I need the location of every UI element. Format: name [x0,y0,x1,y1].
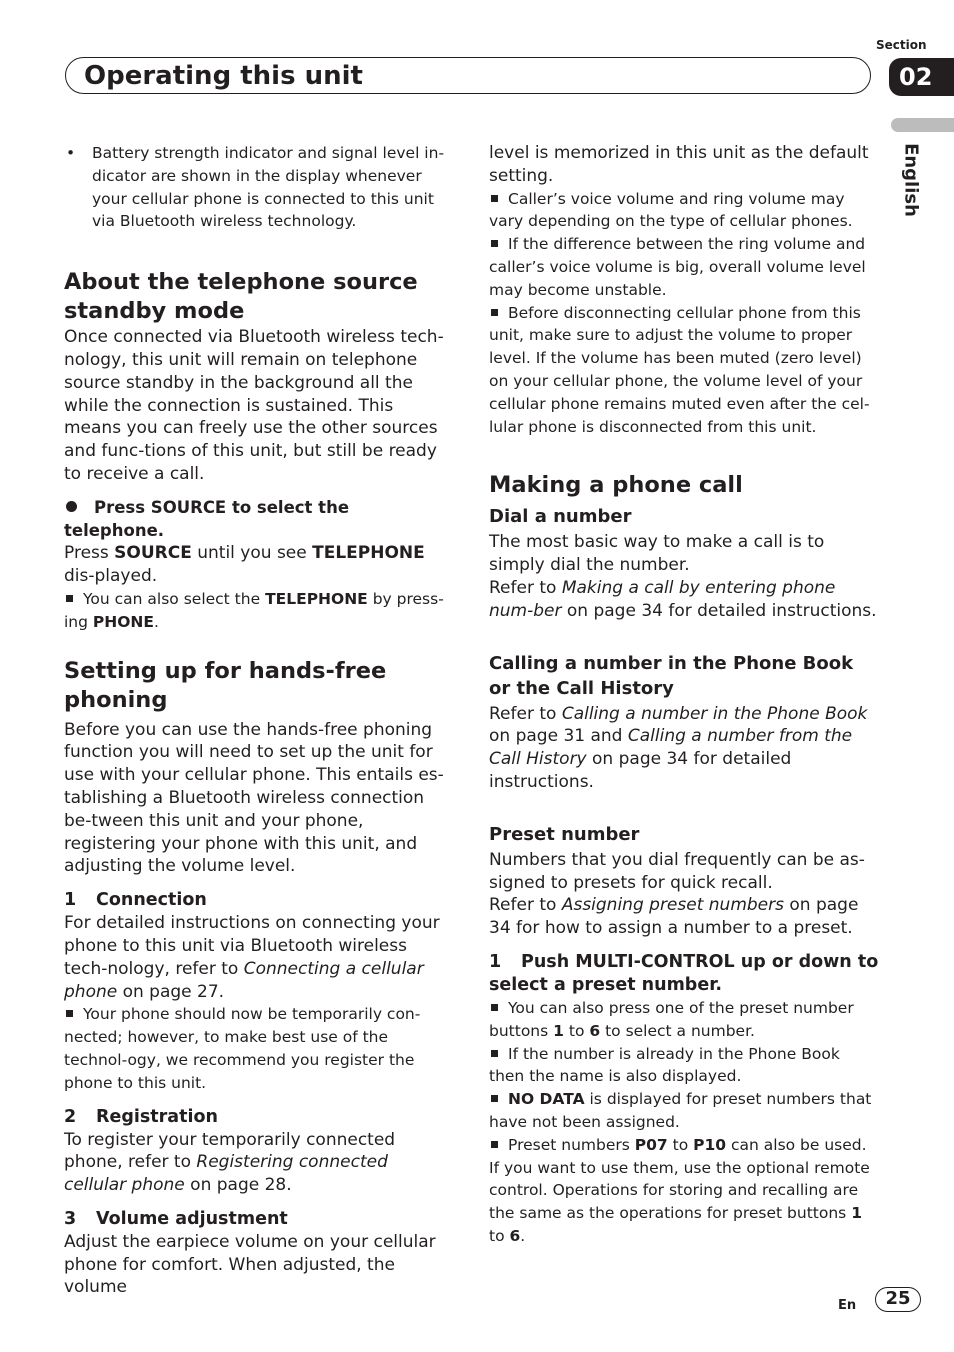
page-title: Operating this unit [84,61,363,91]
note-square-icon [491,1004,498,1011]
right-column [489,142,879,1248]
connection-text: For detailed instructions on connecting your phone to this unit via Bluetooth wireless tech-nology, refer to Connecting a cellular phone on page 27. [64,913,440,1002]
phone-book-text: Refer to Calling a number in the Phone Book on page 31 and Calling a number from the Call History on page 34 for detailed instructions. [489,703,868,792]
step-connection-heading: 1 Connection [64,890,207,911]
note-square-icon [491,1095,498,1102]
registration-text: To register your temporarily connected phone, refer to Registering connected cellular phone on page 28. [64,1129,396,1196]
note-square-icon [66,1010,73,1017]
preset-text-2: Refer to Assigning preset numbers on page 34 for how to assign a number to a preset. [489,895,859,939]
standby-heading-line1: About the telephone source [64,269,418,296]
language-tab [891,118,954,132]
standby-paragraph: Once connected via Bluetooth wireless tech-nology, this unit will remain on telephone source standby in the background all the while the connection is sustained. This means you can freely use the other sources and func-tions of this unit, but still be ready to receive a call. [64,327,444,484]
left-column [64,142,454,1299]
connection-note: Your phone should now be temporarily con-nected; however, to make best use of the technol-ogy, we recommend you register the phone to this unit. [64,1005,421,1092]
page-number: 25 [875,1287,921,1312]
note-square-icon [491,195,498,202]
standby-heading-line2: standby mode [64,298,245,325]
press-source-text: Press SOURCE until you see TELEPHONE dis-played. [64,543,425,587]
volume-note-1: Caller’s voice volume and ring volume may vary depending on the type of cellular phones. [489,189,853,231]
volume-text: Adjust the earpiece volume on your cellular phone for comfort. When adjusted, the volume [64,1231,436,1298]
handsfree-paragraph: Before you can use the hands-free phoning function you will need to set up the unit for use with your cellular phone. This entails es-tablishing a Bluetooth wireless connection be-tween this unit and your phone, registering your phone with this unit, and adjusting the volume level. [64,719,444,877]
handsfree-heading: Setting up for hands-free phoning [64,657,387,713]
preset-step-heading: 1 Push MULTI-CONTROL up or down to select a preset number. [489,951,879,995]
preset-text-1: Numbers that you dial frequently can be as-signed to presets for quick recall. [489,849,865,893]
volume-note-3: Before disconnecting cellular phone from this unit, make sure to adjust the volume to proper level. If the volume has been muted (zero level) on your cellular phone, the volume level of your cellular phone remains muted even after the cel-lular phone is disconnected from this unit. [489,303,870,436]
preset-note-1: You can also press one of the preset number buttons 1 to 6 to select a number. [489,998,854,1040]
battery-bullet: Battery strength indicator and signal level in-dicator are shown in the display whenever your cellular phone is connected to this unit via Bluetooth wireless technology. [92,144,445,231]
phone-book-heading-line2: or the Call History [489,677,674,699]
note-square-icon [491,1050,498,1057]
phone-book-heading-line1: Calling a number in the Phone Book [489,652,854,674]
bullet-icon: • [66,144,76,162]
select-telephone-note: You can also select the TELEPHONE by press-ing PHONE. [64,589,444,631]
section-label: Section [876,38,927,52]
dial-text-2: Refer to Making a call by entering phone num-ber on page 34 for detailed instructions. [489,577,877,621]
preset-note-2: If the number is already in the Phone Book then the name is also displayed. [489,1044,840,1086]
language-label: English [900,143,922,217]
step-bullet-icon [66,501,77,512]
step-volume-heading: 3 Volume adjustment [64,1208,288,1229]
note-square-icon [491,1141,498,1148]
making-call-heading: Making a phone call [489,472,743,499]
step-registration-heading: 2 Registration [64,1106,218,1127]
preset-number-heading: Preset number [489,823,640,845]
volume-note-2: If the difference between the ring volume and caller’s voice volume is big, overall volume level may become unstable. [489,235,866,299]
note-square-icon [491,240,498,247]
preset-note-4: Preset numbers P07 to P10 can also be used. If you want to use them, use the optional remote control. Operations for storing and recalling are the same as the operations for preset buttons 1 to 6. [489,1135,870,1245]
footer-language: En [838,1298,857,1313]
dial-text-1: The most basic way to make a call is to simply dial the number. [489,532,825,576]
dial-number-heading: Dial a number [489,506,632,528]
preset-note-3: NO DATA is displayed for preset numbers that have not been assigned. [489,1090,872,1131]
note-square-icon [66,595,73,602]
volume-continued-text: level is memorized in this unit as the default setting. [489,143,869,186]
press-source-step: Press SOURCE to select the telephone. [64,497,350,540]
section-number: 02 [889,58,954,96]
note-square-icon [491,309,498,316]
